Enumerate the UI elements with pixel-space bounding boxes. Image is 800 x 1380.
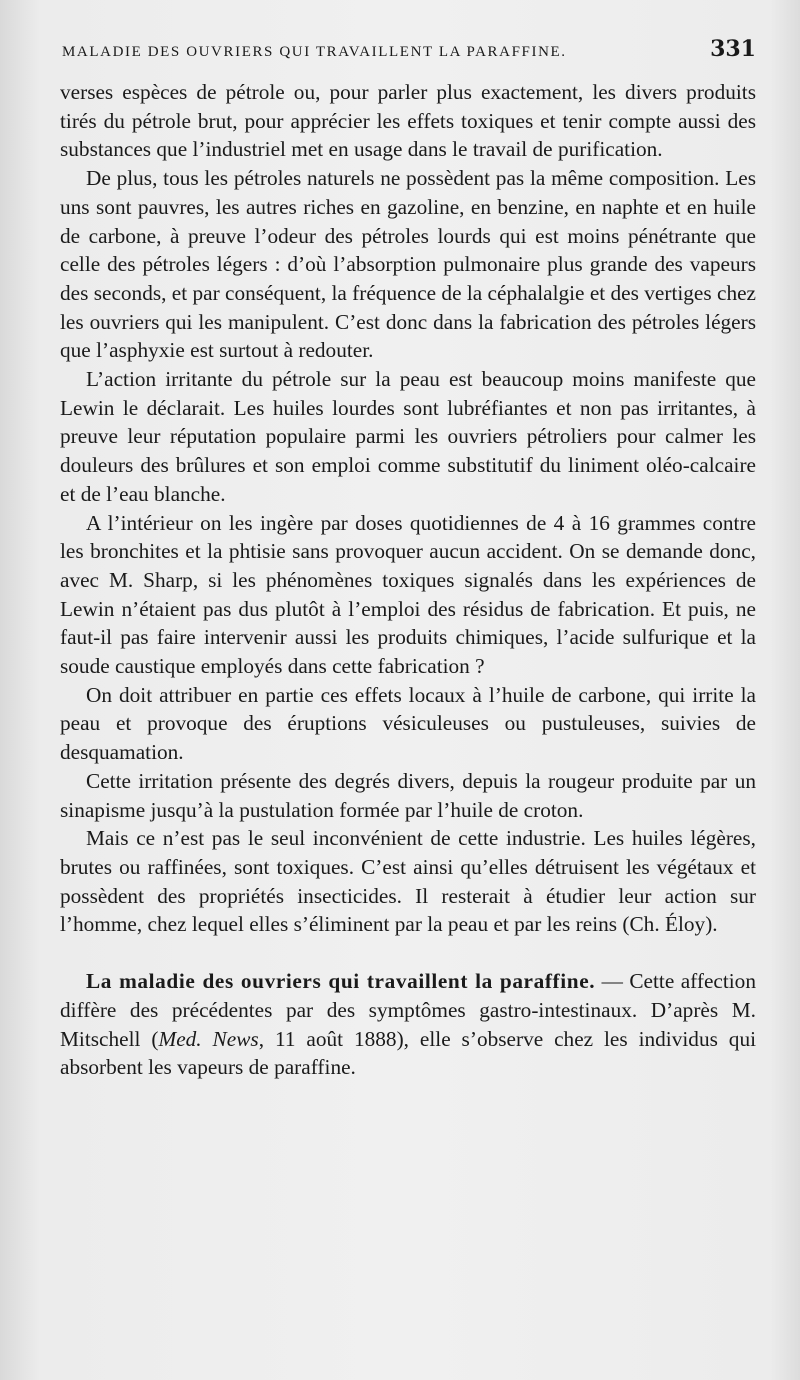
page-body — [60, 78, 756, 1082]
citation: Med. News — [158, 1026, 259, 1051]
page-number: 331 — [710, 36, 756, 62]
paragraph: Cette irritation présente des degrés divers, depuis la rougeur produite par un sinapisme jusqu’à la pustulation formée par l’huile de croton. — [60, 768, 756, 822]
paragraph: De plus, tous les pétroles naturels ne possèdent pas la même composition. Les uns sont pauvres, les autres riches en gazoline, en benzine, en naphte et en huile de carbone, à preuve l’odeur des pétroles lourds qui est moins pénétrante que celle des pétroles légers : d’où l’absorption pulmonaire plus grande des vapeurs des seconds, et par conséquent, la fréquence de la céphalalgie et des vertiges chez les ouvriers qui les manipulent. C’est donc dans la fabrication des pétroles légers que l’asphyxie est surtout à redouter. — [60, 166, 756, 363]
paragraph: On doit attribuer en partie ces effets locaux à l’huile de carbone, qui irrite la peau et provoque des éruptions vésiculeuses ou pustuleuses, suivies de desquamation. — [60, 682, 756, 765]
section-title: La maladie des ouvriers qui travaillent la paraffine. — [86, 969, 596, 994]
paragraph-continuation: verses espèces de pétrole ou, pour parler plus exactement, les divers produits tirés du pétrole brut, pour apprécier les effets toxiques et tenir compte aussi des substances que l’industriel met en usage dans le travail de purification. — [60, 80, 756, 162]
section-text-after: , 11 août 1888), elle s’observe chez les individus qui absorbent les vapeurs de paraffine. — [60, 1026, 757, 1080]
section-text-before: — Cette affection diffère des précédentes par des symptômes gastro-intestinaux. D’après M. Mitschell ( — [60, 969, 756, 1051]
running-head: MALADIE DES OUVRIERS QUI TRAVAILLENT LA PARAFFINE. — [62, 44, 567, 60]
paragraph: Mais ce n’est pas le seul inconvénient de cette industrie. Les huiles légères, brutes ou raffinées, sont toxiques. C’est ainsi qu’elles détruisent les végétaux et possèdent des propriétés insecticides. Il resterait à étudier leur action sur l’homme, chez lequel elles s’éliminent par la peau et par les reins (Ch. Éloy). — [60, 826, 756, 937]
paragraph: L’action irritante du pétrole sur la peau est beaucoup moins manifeste que Lewin le déclarait. Les huiles lourdes sont lubréfiantes et non pas irritantes, à preuve leur réputation populaire parmi les ouvriers pétroliers pour calmer les douleurs des brûlures et son emploi comme substitutif du liniment oléo-calcaire et de l’eau blanche. — [60, 367, 756, 506]
paragraph: A l’intérieur on les ingère par doses quotidiennes de 4 à 16 grammes contre les bronchites et la phtisie sans provoquer aucun accident. On se demande donc, avec M. Sharp, si les phénomènes toxiques signalés dans les expériences de Lewin n’étaient pas dus plutôt à l’emploi des résidus de fabrication. Et puis, ne faut-il pas faire intervenir aussi les produits chimiques, l’acide sulfurique et la soude caustique employés dans cette fabrication ? — [60, 510, 756, 679]
section-paragraph — [60, 967, 756, 1082]
page-header — [62, 36, 762, 62]
